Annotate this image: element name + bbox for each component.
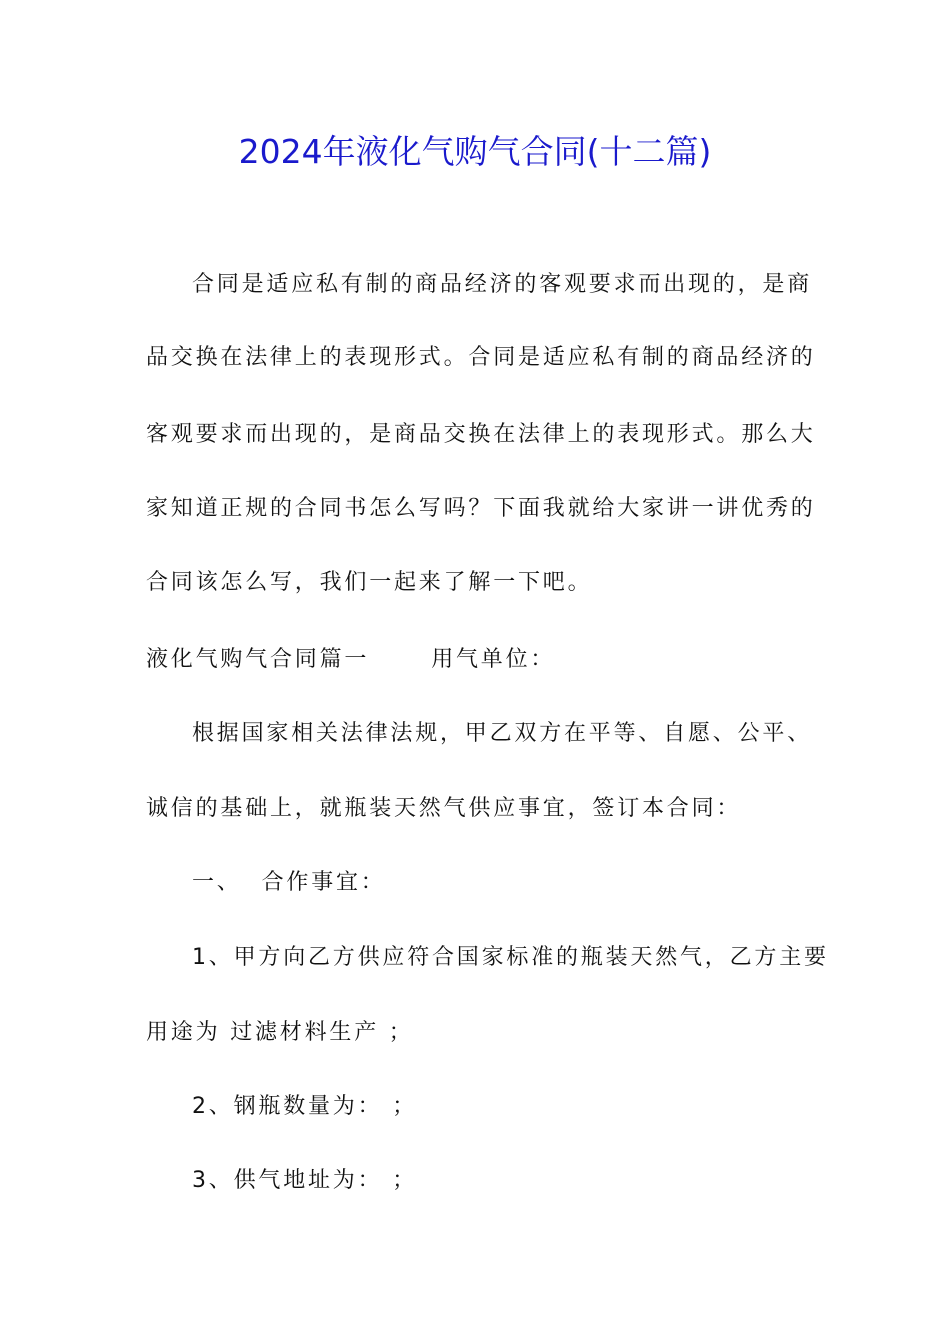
section-heading-name: 液化气购气合同篇一 [146, 647, 370, 672]
intro-line-5: 合同该怎么写，我们一起来了解一下吧。 [146, 570, 593, 595]
item-1-line-2: 用途为 过滤材料生产 ； [146, 1020, 414, 1045]
item-3: 3、供气地址为： ； [192, 1168, 417, 1193]
clause-one-number: 一、 [192, 870, 242, 895]
intro-line-2: 品交换在法律上的表现形式。合同是适应私有制的商品经济的 [146, 345, 816, 370]
item-2: 2、钢瓶数量为： ； [192, 1094, 417, 1119]
item-1-line-1: 1、甲方向乙方供应符合国家标准的瓶装天然气，乙方主要 [192, 945, 829, 970]
intro-line-4: 家知道正规的合同书怎么写吗？下面我就给大家讲一讲优秀的 [146, 496, 816, 521]
clause-one-heading [192, 866, 872, 900]
document-title: 2024年液化气购气合同(十二篇) [238, 132, 712, 171]
para1-line-1: 根据国家相关法律法规，甲乙双方在平等、自愿、公平、 [192, 721, 813, 746]
para1-line-2: 诚信的基础上，就瓶装天然气供应事宜，签订本合同： [146, 796, 742, 821]
section-heading-field: 用气单位： [431, 647, 556, 672]
intro-line-1: 合同是适应私有制的商品经济的客观要求而出现的，是商 [192, 272, 813, 297]
intro-line-3: 客观要求而出现的，是商品交换在法律上的表现形式。那么大 [146, 422, 816, 447]
section-heading [146, 643, 826, 677]
clause-one-label: 合作事宜： [261, 870, 386, 895]
